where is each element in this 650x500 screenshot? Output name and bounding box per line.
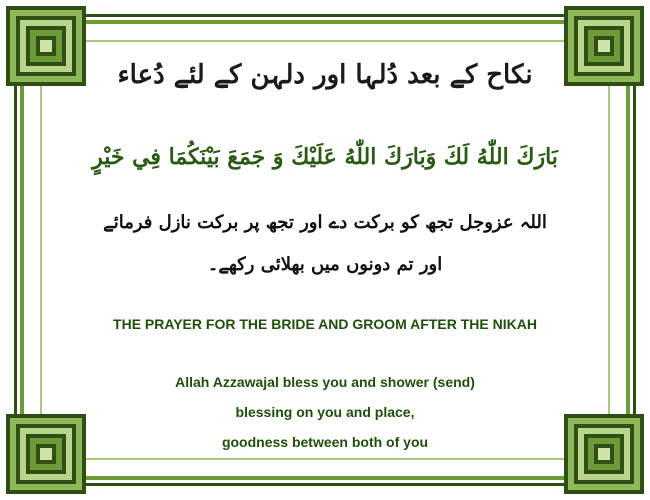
frame-top-inner	[14, 20, 636, 24]
frame-bottom-outer	[14, 483, 636, 486]
urdu-translation-line-2: اور تم دونوں میں بھلائی رکھے۔	[207, 254, 443, 275]
urdu-title: نکاح کے بعد دُلہا اور دلہن کے لئے دُعاء	[117, 60, 533, 90]
frame-right-thin	[608, 40, 610, 460]
english-translation-line-3: goodness between both of you	[221, 434, 429, 450]
english-heading: THE PRAYER FOR THE BRIDE AND GROOM AFTER THE NIKAH	[113, 316, 537, 332]
english-translation-line-2: blessing on you and place,	[235, 404, 415, 420]
frame-top-outer	[14, 14, 636, 17]
english-translation-line-1: Allah Azzawajal bless you and shower (send)	[175, 374, 475, 390]
frame-left-thin	[40, 40, 42, 460]
arabic-dua: بَارَكَ اللّٰهُ لَكَ وَبَارَكَ اللّٰهُ عَلَيْكَ وَ جَمَعَ بَيْنَكُمَا فِي خَيْرٍ	[92, 144, 558, 170]
frame-bottom-inner	[14, 476, 636, 480]
urdu-translation-line-1: اللہ عزوجل تجھ کو برکت دے اور تجھ پر برکت نازل فرمائے	[103, 212, 547, 233]
dua-card	[60, 40, 590, 460]
